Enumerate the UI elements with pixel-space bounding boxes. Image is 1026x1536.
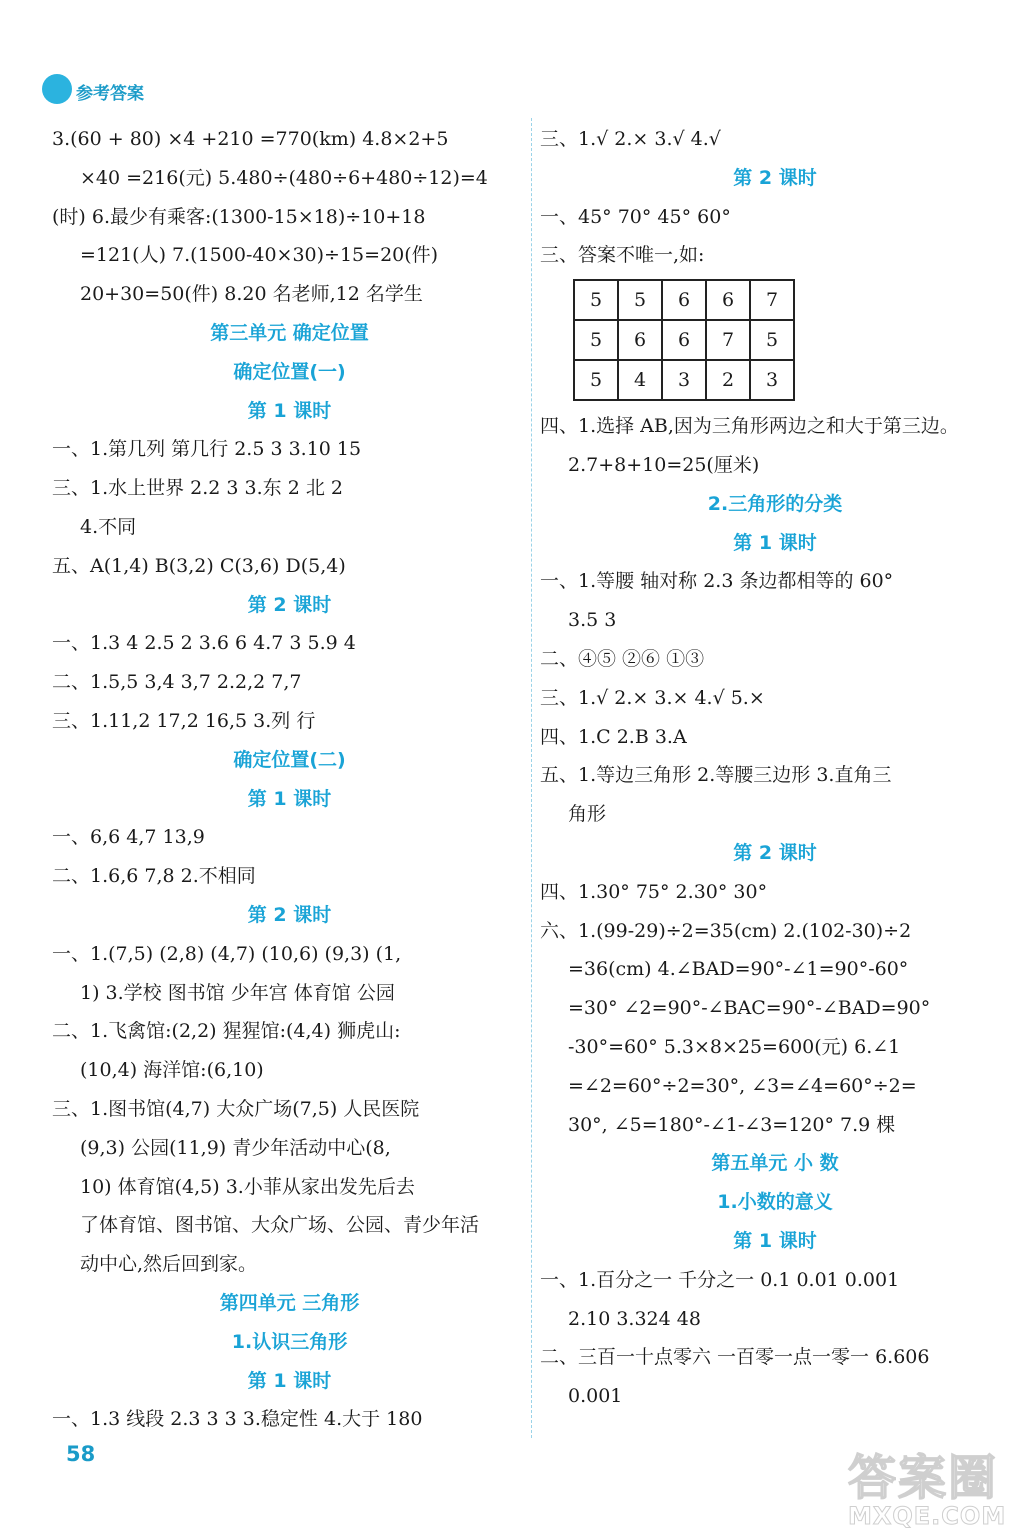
answer-line: 一、1.(7,5) (2,8) (4,7) (10,6) (9,3) (1,	[52, 942, 402, 965]
section-heading: 第 1 课时	[247, 1369, 332, 1392]
section-heading: 第 1 课时	[247, 787, 332, 810]
section-heading: 第 1 课时	[733, 1229, 817, 1252]
section-heading: 第 2 课时	[733, 166, 817, 189]
answer-line: 四、1.选择 AB,因为三角形两边之和大于第三边。	[540, 415, 959, 438]
answer-line: 三、1.11,2 17,2 16,5 3.列 行	[52, 709, 316, 732]
answer-line: =121(人) 7.(1500-40×30)÷15=20(件)	[80, 244, 439, 267]
section-heading: 确定位置(二)	[233, 748, 346, 771]
watermark-logo	[848, 1452, 1018, 1528]
answer-line: 一、1.3 线段 2.3 3 3 3.稳定性 4.大于 180	[52, 1408, 423, 1431]
answer-line: (10,4) 海洋馆:(6,10)	[80, 1059, 264, 1082]
answer-line: 四、1.30° 75° 2.30° 30°	[540, 880, 768, 903]
answer-line: 2.7+8+10=25(厘米)	[568, 453, 760, 476]
grid-cell: 7	[750, 280, 794, 320]
answer-line: 二、三百一十点零六 一百零一点一零一 6.606	[540, 1346, 930, 1369]
grid-cell: 3	[662, 360, 706, 400]
answer-line: 10) 体育馆(4,5) 3.小菲从家出发先后去	[80, 1175, 415, 1198]
grid-cell: 6	[662, 280, 706, 320]
grid-cell: 2	[706, 360, 750, 400]
answer-line: (9,3) 公园(11,9) 青少年活动中心(8,	[80, 1136, 391, 1159]
grid-row	[574, 320, 794, 360]
answer-line: 3.(60 + 80) ×4 +210 =770(km) 4.8×2+5	[52, 128, 449, 150]
section-heading: 第 2 课时	[247, 593, 332, 616]
right-column	[540, 120, 1010, 1416]
section-heading: 第 2 课时	[247, 903, 332, 926]
watermark-url: MXQE.COM	[848, 1502, 1007, 1530]
section-heading: 第 1 课时	[733, 531, 817, 554]
page-number: 58	[66, 1442, 96, 1466]
watermark-text: 答案圈	[848, 1450, 999, 1506]
answer-line: 一、1.3 4 2.5 2 3.6 6 4.7 3 5.9 4	[52, 632, 356, 655]
answer-line: 二、④⑤ ②⑥ ①③	[540, 647, 705, 670]
grid-cell: 7	[706, 320, 750, 360]
section-heading: 确定位置(一)	[233, 360, 346, 383]
grid-row	[574, 360, 794, 400]
answer-line: 一、1.等腰 轴对称 2.3 条边都相等的 60°	[540, 570, 894, 593]
header-dot-icon	[42, 74, 72, 104]
answer-line: 角形	[568, 803, 607, 826]
answer-line: 三、1.图书馆(4,7) 大众广场(7,5) 人民医院	[52, 1097, 420, 1120]
column-divider	[531, 118, 532, 1438]
section-heading: 1.认识三角形	[231, 1330, 348, 1353]
grid-cell: 5	[574, 360, 618, 400]
answer-line: 六、1.(99-29)÷2=35(cm) 2.(102-30)÷2	[540, 919, 912, 942]
left-column	[52, 120, 527, 1439]
section-heading: 2.三角形的分类	[707, 492, 843, 515]
answer-line: 三、答案不唯一,如:	[540, 244, 705, 267]
section-heading: 第 2 课时	[733, 841, 817, 864]
answer-line: 三、1.√ 2.× 3.√ 4.√	[540, 128, 721, 150]
answer-line: ×40 =216(元) 5.480÷(480÷6+480÷12)=4	[80, 166, 488, 189]
answer-line: 一、1.第几列 第几行 2.5 3 3.10 15	[52, 438, 362, 461]
answer-line: 二、1.6,6 7,8 2.不相同	[52, 865, 256, 888]
answer-grid	[540, 275, 1010, 407]
answer-line: 20+30=50(件) 8.20 名老师,12 名学生	[80, 283, 423, 306]
answer-line: 四、1.C 2.B 3.A	[540, 725, 687, 748]
answer-line: 二、1.飞禽馆:(2,2) 猩猩馆:(4,4) 狮虎山:	[52, 1020, 401, 1043]
answer-line: 2.10 3.324 48	[568, 1307, 701, 1330]
answer-line: 五、1.等边三角形 2.等腰三边形 3.直角三	[540, 764, 892, 787]
grid-cell: 6	[706, 280, 750, 320]
answer-line: =36(cm) 4.∠BAD=90°-∠1=90°-60°	[568, 958, 909, 981]
answer-line: 一、6,6 4,7 13,9	[52, 826, 205, 849]
grid-cell: 5	[618, 280, 662, 320]
grid-cell: 6	[662, 320, 706, 360]
answer-line: 五、A(1,4) B(3,2) C(3,6) D(5,4)	[52, 554, 346, 577]
section-heading: 第 1 课时	[247, 399, 332, 422]
grid-cell: 4	[618, 360, 662, 400]
answer-line: 三、1.水上世界 2.2 3 3.东 2 北 2	[52, 477, 343, 500]
answer-line: =∠2=60°÷2=30°, ∠3=∠4=60°÷2=	[568, 1074, 917, 1097]
answer-line: (时) 6.最少有乘客:(1300-15×18)÷10+18	[52, 205, 426, 228]
answer-line: 一、45° 70° 45° 60°	[540, 205, 731, 228]
grid-cell: 5	[574, 280, 618, 320]
section-heading: 第四单元 三角形	[219, 1291, 360, 1314]
section-heading: 第三单元 确定位置	[210, 321, 369, 344]
section-heading: 1.小数的意义	[717, 1191, 833, 1214]
answer-line: 二、1.5,5 3,4 3,7 2.2,2 7,7	[52, 671, 302, 694]
answer-line: 1) 3.学校 图书馆 少年宫 体育馆 公园	[80, 981, 395, 1004]
answer-line: 一、1.百分之一 千分之一 0.1 0.01 0.001	[540, 1268, 900, 1291]
section-heading: 第五单元 小 数	[711, 1152, 839, 1175]
answer-line: =30° ∠2=90°-∠BAC=90°-∠BAD=90°	[568, 997, 931, 1020]
grid-cell: 6	[618, 320, 662, 360]
answer-line: 3.5 3	[568, 609, 617, 632]
answer-line: 动中心,然后回到家。	[80, 1253, 258, 1276]
answer-line: 4.不同	[80, 515, 137, 538]
answer-line: 30°, ∠5=180°-∠1-∠3=120° 7.9 棵	[568, 1113, 896, 1136]
answer-line: -30°=60° 5.3×8×25=600(元) 6.∠1	[568, 1035, 901, 1058]
grid-row	[574, 280, 794, 320]
header-title: 参考答案	[76, 84, 144, 104]
answer-line: 三、1.√ 2.× 3.× 4.√ 5.×	[540, 686, 765, 709]
grid-cell: 5	[574, 320, 618, 360]
grid-cell: 3	[750, 360, 794, 400]
grid-cell: 5	[750, 320, 794, 360]
answer-line: 0.001	[568, 1385, 623, 1408]
answer-line: 了体育馆、图书馆、大众广场、公园、青少年活	[80, 1214, 480, 1237]
